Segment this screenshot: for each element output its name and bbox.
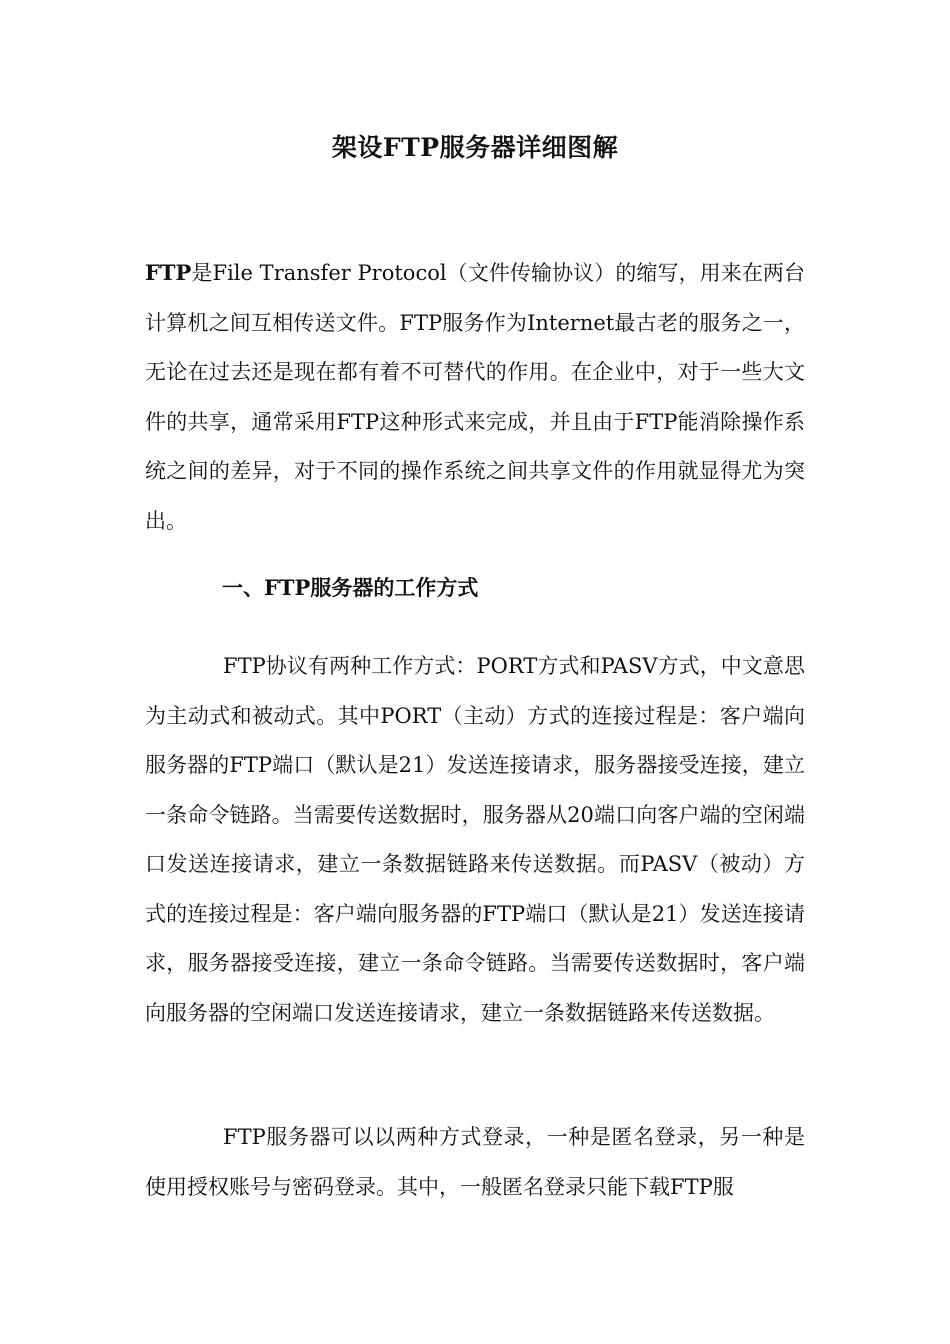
document-title: 架设FTP服务器详细图解 bbox=[331, 133, 619, 162]
intro-lead-term: FTP bbox=[145, 260, 192, 285]
section-heading-work-mode: 一、FTP服务器的工作方式 bbox=[222, 575, 479, 600]
work-mode-paragraph: FTP协议有两种工作方式：PORT方式和PASV方式，中文意思为主动式和被动式。其中PORT（主动）方式的连接过程是：客户端向服务器的FTP端口（默认是21）发送连接请求，服务器接受连接，建立一条命令链路。当需要传送数据时，服务器从20端口向客户端的空闲端口发送连接请求，建立一条数据链路来传送数据。而PASV（被动）方式的连接过程是：客户端向服务器的FTP端口（默认是21）发送连接请求，服务器接受连接，建立一条命令链路。当需要传送数据时，客户端向服务器的空闲端口发送连接请求，建立一条数据链路来传送数据。 bbox=[145, 654, 805, 1025]
intro-paragraph bbox=[145, 248, 805, 546]
intro-text: 是File Transfer Protocol（文件传输协议）的缩写，用来在两台计算机之间互相传送文件。FTP服务作为Internet最古老的服务之一，无论在过去还是现在都有着不可替代的作用。在企业中，对于一些大文件的共享，通常采用FTP这种形式来完成，并且由于FTP能消除操作系统之间的差异，对于不同的操作系统之间共享文件的作用就显得尤为突出。 bbox=[145, 261, 805, 533]
login-paragraph: FTP服务器可以以两种方式登录，一种是匿名登录，另一种是使用授权账号与密码登录。其中，一般匿名登录只能下载FTP服 bbox=[145, 1125, 805, 1199]
